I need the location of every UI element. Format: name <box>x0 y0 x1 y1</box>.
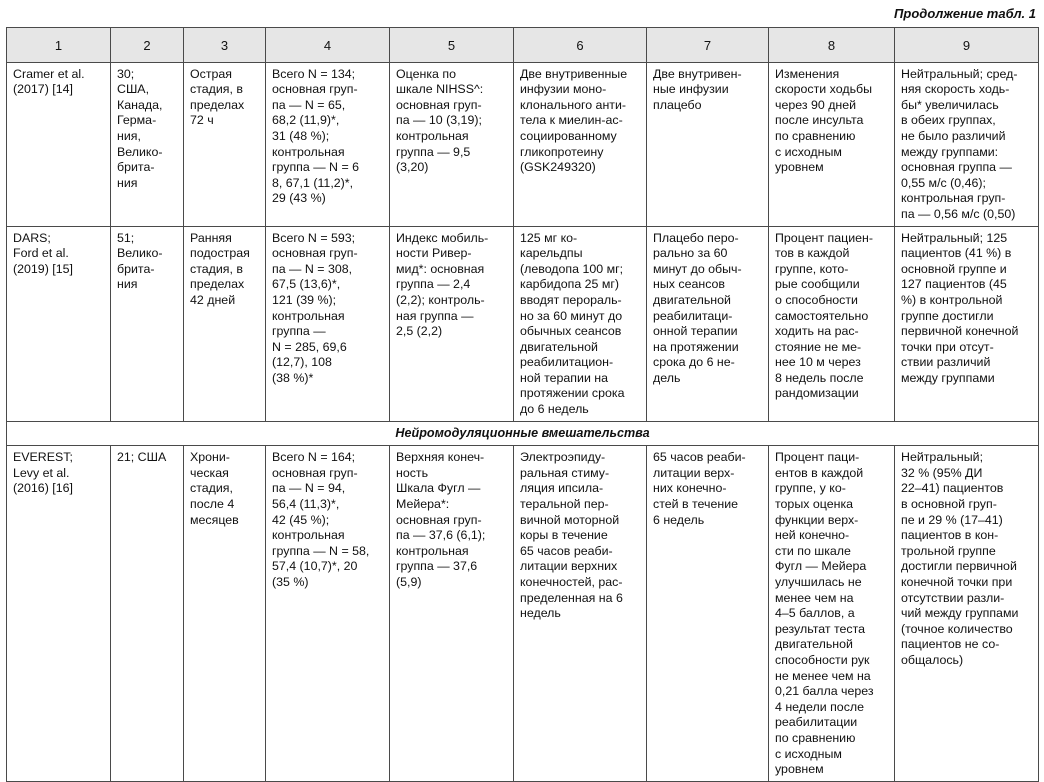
table-cell: Ранняя подострая стадия, в пределах 42 дней <box>184 226 266 421</box>
table-cell: Процент пациен- тов в каждой группе, кото- рые сообщили о способности самостоятельно ходить на рас- стояние не ме- нее 10 м через 8 недель после рандомизации <box>769 226 895 421</box>
table-cell: Нейтральный; 125 пациентов (41 %) в основной группе и 127 пациентов (45 %) в контрольной группе достигли первичной конечной точки при отсут- ствии различий между группами <box>895 226 1039 421</box>
table-cell: Острая стадия, в пределах 72 ч <box>184 62 266 226</box>
table-row <box>7 446 1039 781</box>
table-cell: Всего N = 134; основная груп- па — N = 65, 68,2 (11,9)*, 31 (48 %); контрольная группа — N = 6 8, 67,1 (11,2)*, 29 (43 %) <box>266 62 390 226</box>
header-row <box>7 28 1039 63</box>
table-cell: 21; США <box>111 446 184 781</box>
table-cell: EVEREST; Levy et al. (2016) [16] <box>7 446 111 781</box>
table-row <box>7 226 1039 421</box>
section-row <box>7 421 1039 446</box>
table-cell: Две внутривенные инфузии моно- клонального анти- тела к миелин-ас- социированному гликопротеину (GSK249320) <box>514 62 647 226</box>
table-cell: Cramer et al. (2017) [14] <box>7 62 111 226</box>
table-cell: 30; США, Канада, Герма- ния, Велико- брита- ния <box>111 62 184 226</box>
table-cell: 125 мг ко- карельдпы (леводопа 100 мг; карбидопа 25 мг) вводят перораль- но за 60 минут до обычных сеансов двигательной реабилитацион- ной терапии на протяжении срока до 6 недель <box>514 226 647 421</box>
column-header: 9 <box>895 28 1039 63</box>
table-cell: Плацебо перо- рально за 60 минут до обыч- ных сеансов двигательной реабилитаци- онной терапии на протяжении срока до 6 не- дель <box>647 226 769 421</box>
table-cell: DARS; Ford et al. (2019) [15] <box>7 226 111 421</box>
table-cell: Оценка по шкале NIHSS^: основная груп- па — 10 (3,19); контрольная группа — 9,5 (3,20) <box>390 62 514 226</box>
column-header: 5 <box>390 28 514 63</box>
table-cell: Нейтральный; сред- няя скорость ходь- бы* увеличилась в обеих группах, не было различий между группами: основная группа — 0,55 м/с (0,46); контрольная груп- па — 0,56 м/с (0,50) <box>895 62 1039 226</box>
column-header: 1 <box>7 28 111 63</box>
column-header: 3 <box>184 28 266 63</box>
table-cell: Индекс мобиль- ности Ривер- мид*: основная группа — 2,4 (2,2); контроль- ная группа — 2,5 (2,2) <box>390 226 514 421</box>
table-cell: Изменения скорости ходьбы через 90 дней после инсульта по сравнению с исходным уровнем <box>769 62 895 226</box>
table-caption: Продолжение табл. 1 <box>894 6 1036 21</box>
table-cell: Две внутривен- ные инфузии плацебо <box>647 62 769 226</box>
column-header: 2 <box>111 28 184 63</box>
section-title: Нейромодуляционные вмешательства <box>7 421 1039 446</box>
studies-table <box>6 27 1039 782</box>
column-header: 4 <box>266 28 390 63</box>
column-header: 6 <box>514 28 647 63</box>
table-cell: Электроэпиду- ральная стиму- ляция ипсила- теральной пер- вичной моторной коры в течение 65 часов реаби- литации верхних конечностей, рас- пределенная на 6 недель <box>514 446 647 781</box>
table-cell: Процент паци- ентов в каждой группе, у ко- торых оценка функции верх- ней конечно- сти по шкале Фугл — Мейера улучшилась не менее чем на 4–5 баллов, а результат теста двигательной способности рук не менее чем на 0,21 балла через 4 недели после реабилитации по сравнению с исходным уровнем <box>769 446 895 781</box>
table-cell: Хрони- ческая стадия, после 4 месяцев <box>184 446 266 781</box>
column-header: 8 <box>769 28 895 63</box>
table-cell: Нейтральный; 32 % (95% ДИ 22–41) пациентов в основной груп- пе и 29 % (17–41) пациентов в кон- трольной группе достигли первичной конечной точки при отсутствии разли- чий между группами (точное количество пациентов не со- общалось) <box>895 446 1039 781</box>
table-cell: Всего N = 164; основная груп- па — N = 94, 56,4 (11,3)*, 42 (45 %); контрольная группа — N = 58, 57,4 (10,7)*, 20 (35 %) <box>266 446 390 781</box>
table-cell: Всего N = 593; основная груп- па — N = 308, 67,5 (13,6)*, 121 (39 %); контрольная группа — N = 285, 69,6 (12,7), 108 (38 %)* <box>266 226 390 421</box>
column-header: 7 <box>647 28 769 63</box>
table-cell: 65 часов реаби- литации верх- них конечно- стей в течение 6 недель <box>647 446 769 781</box>
table-cell: 51; Велико- брита- ния <box>111 226 184 421</box>
table-cell: Верхняя конеч- ность Шкала Фугл — Мейера*: основная груп- па — 37,6 (6,1); контрольная группа — 37,6 (5,9) <box>390 446 514 781</box>
table-row <box>7 62 1039 226</box>
